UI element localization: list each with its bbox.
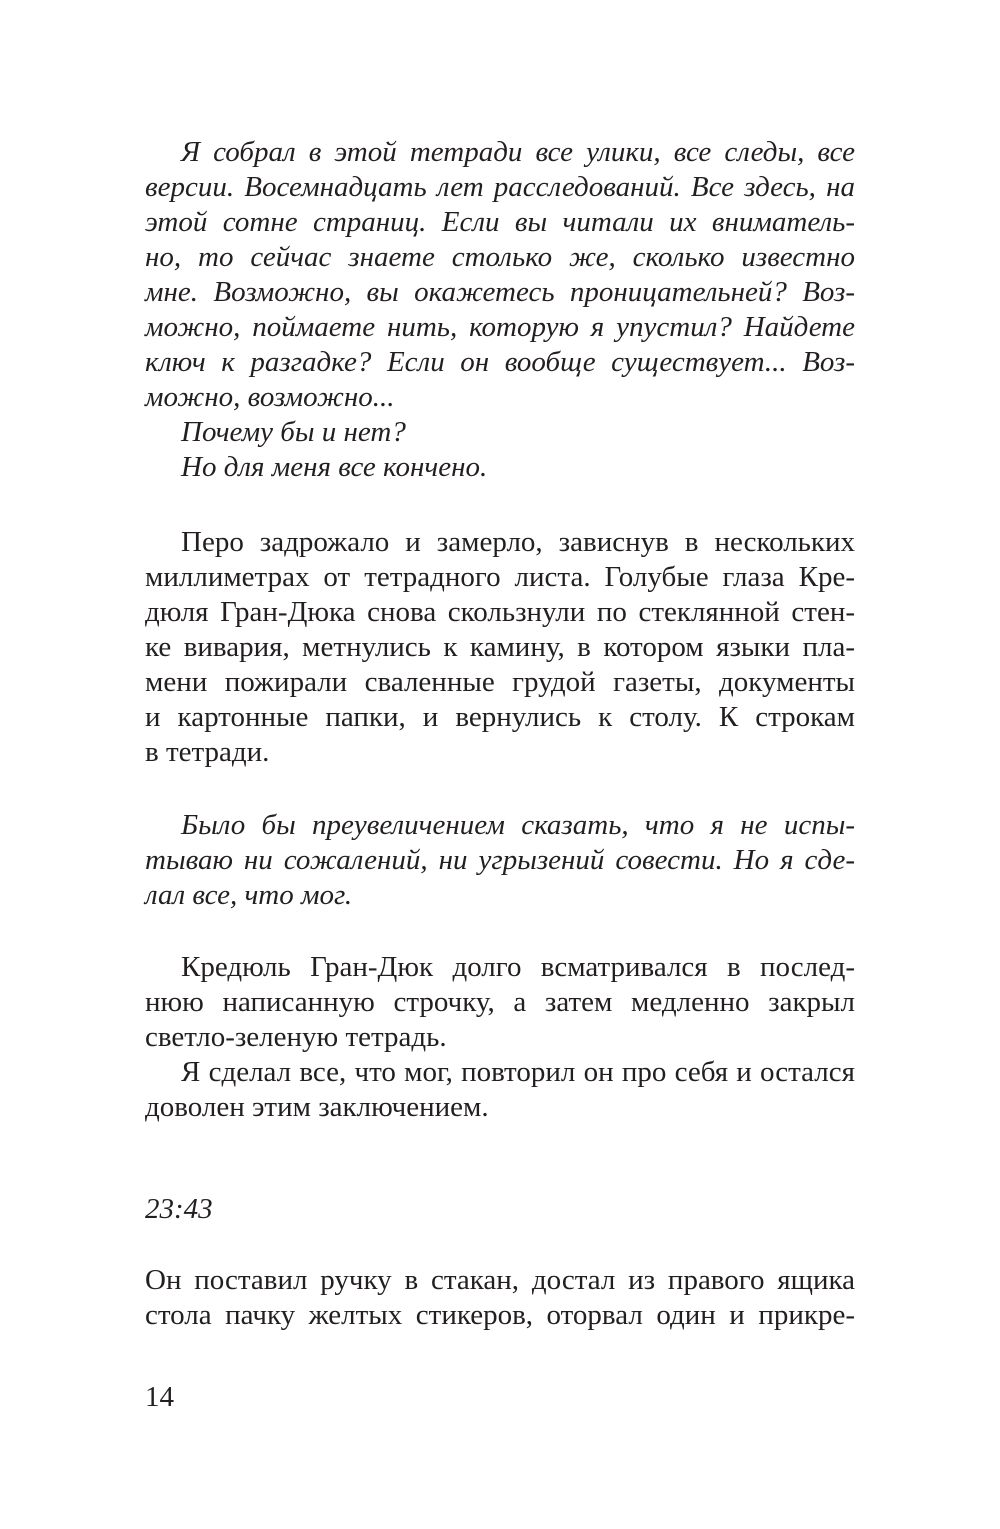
text-line: можно, поймаете нить, которую я упустил? Найдете xyxy=(145,311,855,343)
text-line: мне. Возможно, вы окажетесь проницательней? Воз- xyxy=(145,276,855,308)
text-line: Кредюль Гран-Дюк долго всматривался в послед- xyxy=(181,951,855,983)
text-line: ключ к разгадке? Если он вообще существует... Воз- xyxy=(145,346,855,378)
text-line: Но для меня все кончено. xyxy=(181,451,488,483)
text-line: светло-зеленую тетрадь. xyxy=(145,1021,447,1053)
text-line: лал все, что мог. xyxy=(145,879,353,911)
text-line: версии. Восемнадцать лет расследований. Все здесь, на xyxy=(145,171,855,203)
text-line: Было бы преувеличением сказать, что я не испы- xyxy=(181,809,855,841)
text-line: нюю написанную строчку, а затем медленно закрыл xyxy=(145,986,855,1018)
text-line: ке вивария, метнулись к камину, в котором языки пла- xyxy=(145,631,855,663)
text-line: и картонные папки, и вернулись к столу. К строкам xyxy=(145,701,855,733)
text-line: дюля Гран-Дюка снова скользнули по стеклянной стен- xyxy=(145,596,855,628)
text-line: мени пожирали сваленные грудой газеты, документы xyxy=(145,666,855,698)
text-line: Перо задрожало и замерло, зависнув в нескольких xyxy=(181,526,855,558)
text-line: но, то сейчас знаете столько же, сколько известно xyxy=(145,241,855,273)
text-line: Я сделал все, что мог, повторил он про себя и остался xyxy=(181,1056,855,1088)
text-line: тываю ни сожалений, ни угрызений совести. Но я сде- xyxy=(145,844,855,876)
text-line: в тетради. xyxy=(145,736,270,768)
timestamp-heading: 23:43 xyxy=(145,1193,213,1225)
text-line: миллиметрах от тетрадного листа. Голубые глаза Кре- xyxy=(145,561,855,593)
text-line: доволен этим заключением. xyxy=(145,1091,489,1123)
page-number: 14 xyxy=(145,1381,174,1413)
text-line: Я собрал в этой тетради все улики, все следы, все xyxy=(181,136,855,168)
text-line: Он поставил ручку в стакан, достал из правого ящика xyxy=(145,1264,855,1296)
text-line: этой сотне страниц. Если вы читали их вниматель- xyxy=(145,206,855,238)
text-line: стола пачку желтых стикеров, оторвал один и прикре- xyxy=(145,1299,855,1331)
text-line: Почему бы и нет? xyxy=(181,416,406,448)
text-line: можно, возможно... xyxy=(145,381,395,413)
